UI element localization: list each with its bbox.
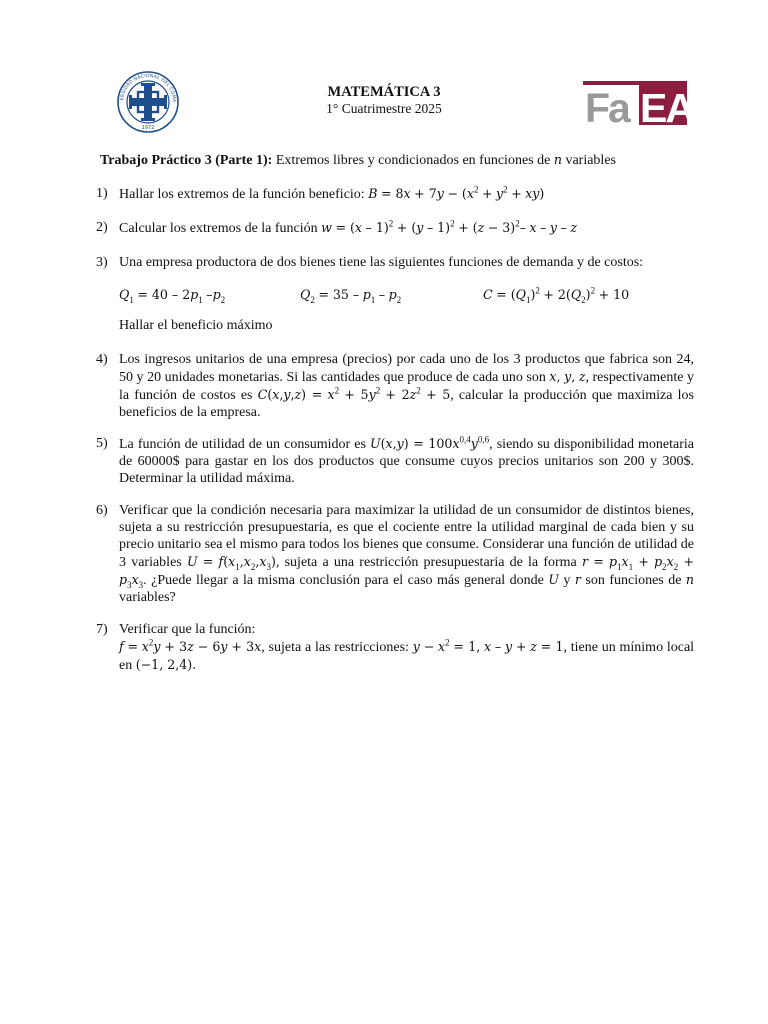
assignment-heading: Trabajo Práctico 3 (Parte 1): Extremos libres y condicionados en funciones de n variables [100,152,616,168]
svg-text:1972: 1972 [141,125,155,131]
exercise-5: 5) La función de utilidad de un consumidor es $U(x,y) = 100x^{0,4}y^{0,6}$, siendo su disponibilidad monetaria de 60000$ para gastar en los dos productos que consume cuyos precios unitarios son 200 y 300$. Determinar la utilidad máxima. [96,434,695,486]
faea-logo [583,81,693,131]
university-seal-logo [113,70,183,134]
svg-text:Fa: Fa [585,85,629,131]
exercise-3: 3) Una empresa productora de dos bienes tiene las siguientes funciones de demanda y de costos: [96,255,644,270]
exercise-4: 4) Los ingresos unitarios de una empresa (precios) por cada uno de los 3 productos que fabrica son 24, 50 y 20 unidades monetarias. Si las cantidades que produce de cada uno son x, y, z, respectivamente y la función de costos es $C(x,y,z) = x^2 + 5y^2 + 2z^2 + 5$, calcular la producción que maximiza los beneficios de la empresa. [96,352,695,420]
exercise-2: 2) Calcular los extremos de la función $w = (x - 1)^2 + (y - 1)^2 + (z - 3)^2-$ x – y – z [96,218,577,236]
cost-equation: $C = (Q_1)^2 + 2(Q_2)^2 + 10$ [483,285,630,305]
page-header [250,84,518,117]
demand-equation-1: $Q_1 = 40 - 2p_1$ $-p_2$ [119,287,226,305]
exercise-7: 7) Verificar que la función: $f = x^2y + 3z - 6y + 3x$, sujeta a las restricciones: $y - x^2 = 1$, x – y + z = 1, tiene un mínimo local en (−1, 2,4). [96,622,695,673]
demand-equation-2: $Q_2 = 35 - p_1 - p_2$ [300,287,402,305]
course-title: MATEMÁTICA 3 [327,84,441,100]
exercise-6: 6) Verificar que la condición necesaria para maximizar la utilidad de un consumidor de distintos bienes, sujeta a su restricción presupuestaria, es que el cociente entre la utilidad marginal de cada bien y su precio unitario sea el mismo para todos los bienes que consume. Considerar una función de utilidad de 3 variables $U = f(x_1,x_2,x_3)$, sujeta a una restricción presupuestaria de la forma $r = p_1x_1 + p_2x_2 + p_3x_3$. ¿Puede llegar a la misma conclusión para el caso más general donde U y r son funciones de n variables? [96,503,695,605]
exercise-1: 1) Hallar los extremos de la función beneficio: $B = 8x + 7y - (x^2 + y^2 + xy)$ [96,184,545,202]
course-term: 1° Cuatrimestre 2025 [326,101,442,116]
svg-text:UNIVERSIDAD NACIONAL DEL COMAH: ERSIDAD NACIONAL DEL COMA [120,74,177,103]
svg-text:EA: EA [640,85,693,131]
exercise-3-question: Hallar el beneficio máximo [119,318,273,333]
